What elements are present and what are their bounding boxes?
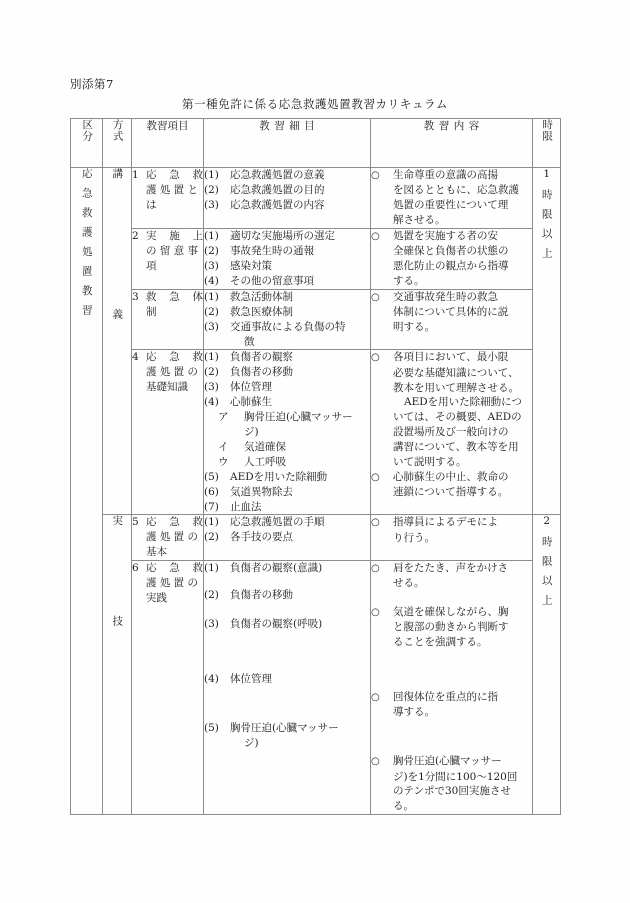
saimoku-text: 気道確保: [244, 440, 286, 453]
saimoku-line: [204, 290, 370, 305]
naiyou-line: [371, 350, 532, 365]
naiyou-line: 連鎖について指導する。: [393, 486, 509, 499]
saimoku-number: ア: [218, 411, 229, 424]
saimoku-line: [204, 365, 370, 380]
naiyou-line: る。: [393, 800, 414, 813]
saimoku-text: 体位管理: [230, 381, 272, 394]
koumoku-text: の留意事: [146, 244, 198, 257]
saimoku-line: [204, 470, 370, 485]
naiyou-line: [371, 561, 532, 576]
naiyou-line: り行う。: [393, 531, 435, 544]
naiyou-line: AEDを用いた除細動につ: [404, 396, 522, 409]
koumoku-text: 実践: [146, 591, 167, 604]
saimoku-line: [204, 561, 370, 576]
naiyou-line: いて説明する。: [393, 456, 467, 469]
header-houshiki-label: 方式: [111, 119, 124, 142]
saimoku-number: (4): [204, 396, 219, 409]
saimoku-line: [204, 259, 370, 274]
saimoku-cell: [204, 228, 371, 289]
naiyou-line: を図るとともに、応急救護: [393, 184, 519, 197]
saimoku-number: (2): [204, 244, 219, 257]
koumoku-text: 護処置と: [146, 183, 198, 196]
document-title: 第一種免許に係る応急救護処置教習カリキュラム: [181, 97, 449, 111]
naiyou-cell: [371, 228, 533, 289]
naiyou-text: 肩をたたき、声をかけさ: [393, 562, 509, 575]
koumoku-text: は: [146, 198, 157, 211]
koumoku-text: 応急救: [146, 169, 203, 181]
koumoku-cell: [132, 515, 204, 561]
header-saimoku: [204, 119, 371, 168]
table-row: [71, 289, 561, 350]
saimoku-line: [204, 617, 370, 632]
saimoku-cell: [204, 289, 371, 350]
koumoku-text: 応急救: [146, 516, 203, 529]
header-koumoku-label: 教習項目: [146, 120, 189, 132]
saimoku-number: (1): [204, 351, 219, 364]
naiyou-line: 処置の重要性について理: [393, 199, 509, 212]
saimoku-number: (5): [204, 470, 219, 483]
saimoku-text: 適切な実施場所の選定: [230, 229, 335, 242]
saimoku-line: [204, 183, 370, 198]
naiyou-line: 体制について具体的に説: [393, 306, 509, 318]
jigen-cell: [533, 168, 561, 515]
saimoku-number: (2): [204, 366, 219, 379]
header-houshiki: [103, 119, 132, 168]
saimoku-text: 負傷者の観察: [230, 351, 293, 364]
saimoku-text: 人工呼吸: [244, 455, 286, 468]
naiyou-cell: [371, 515, 533, 561]
naiyou-cell: [371, 350, 533, 515]
saimoku-number: (2): [204, 183, 219, 196]
saimoku-line: [204, 198, 370, 213]
naiyou-line: [371, 754, 532, 769]
koumoku-text: 護処置の: [146, 531, 198, 544]
saimoku-cell: [204, 168, 371, 229]
bullet-circle-icon: ○: [371, 352, 380, 364]
saimoku-text: 負傷者の移動: [230, 589, 293, 602]
saimoku-number: ウ: [218, 455, 229, 468]
saimoku-number: (2): [204, 589, 219, 602]
saimoku-number: (2): [204, 305, 219, 318]
koumoku-cell: [132, 350, 204, 515]
saimoku-line: [204, 455, 370, 470]
header-koumoku: [132, 119, 204, 168]
saimoku-line: [204, 500, 370, 515]
saimoku-text: 救急医療体制: [230, 305, 293, 318]
saimoku-line: [204, 721, 370, 736]
saimoku-text: 応急救護処置の手順: [230, 516, 325, 529]
saimoku-text: 感染対策: [230, 259, 272, 272]
saimoku-number: (7): [204, 500, 219, 513]
table-header-row: [71, 119, 561, 168]
header-saimoku-label: 教習細目: [259, 120, 320, 132]
naiyou-line: 教本を用いて理解させる。: [393, 381, 519, 394]
naiyou-line: 講習について、教本等を用: [393, 441, 519, 454]
naiyou-text: 気道を確保しながら、胸: [393, 606, 509, 619]
saimoku-text: その他の留意事項: [230, 274, 314, 287]
saimoku-text: 体位管理: [230, 672, 272, 685]
saimoku-number: (2): [204, 531, 219, 544]
saimoku-number: イ: [218, 440, 229, 453]
saimoku-number: (1): [204, 229, 219, 242]
saimoku-text: 負傷者の観察(呼吸): [230, 617, 323, 630]
header-kubun: [71, 119, 103, 168]
saimoku-cell: [204, 350, 371, 515]
bullet-circle-icon: ○: [371, 471, 380, 483]
saimoku-number: (1): [204, 516, 219, 529]
koumoku-number: 3: [132, 290, 139, 303]
saimoku-number: (3): [204, 198, 219, 211]
naiyou-line: [371, 605, 532, 620]
koumoku-cell: [132, 289, 204, 350]
naiyou-text: 回復体位を重点的に指: [393, 691, 498, 704]
naiyou-cell: [371, 561, 533, 815]
jigen-label: 1時限以上: [540, 168, 553, 267]
bullet-circle-icon: ○: [371, 230, 380, 242]
saimoku-cell: [204, 515, 371, 561]
attachment-number: 別添第7: [70, 77, 114, 91]
houshiki-label: 講義: [111, 168, 124, 449]
naiyou-line: [371, 290, 532, 305]
naiyou-line: [371, 168, 532, 183]
koumoku-text: 救急体: [146, 290, 203, 303]
saimoku-number: (6): [204, 485, 219, 498]
saimoku-text: 胸骨圧迫(心臓マッサー: [244, 411, 353, 424]
naiyou-line: [371, 515, 532, 530]
naiyou-line: いては、その概要、AEDの: [393, 411, 522, 424]
naiyou-line: と腹部の動きから判断す: [393, 621, 509, 634]
saimoku-text: AEDを用いた除細動: [230, 470, 328, 483]
naiyou-text: 交通事故発生時の救急: [393, 290, 498, 303]
saimoku-line: [204, 530, 370, 545]
saimoku-line: [204, 305, 370, 320]
saimoku-text: 止血法: [230, 500, 262, 513]
koumoku-text: 実施上: [146, 229, 203, 242]
saimoku-number: (1): [204, 562, 219, 575]
naiyou-line: [371, 229, 532, 244]
curriculum-table: [70, 118, 561, 815]
saimoku-text: 気道異物除去: [230, 485, 293, 498]
bullet-circle-icon: ○: [371, 692, 380, 704]
koumoku-number: 5: [132, 516, 139, 529]
naiyou-line: せる。: [393, 577, 425, 590]
koumoku-text: 項: [146, 259, 157, 272]
saimoku-number: (4): [204, 274, 219, 287]
koumoku-cell: [132, 561, 204, 815]
naiyou-line: [371, 690, 532, 705]
houshiki-label: 実技: [111, 515, 124, 717]
saimoku-text: 応急救護処置の目的: [230, 183, 325, 196]
saimoku-line: [204, 588, 370, 603]
bullet-circle-icon: ○: [371, 563, 380, 575]
saimoku-line: [204, 410, 370, 425]
houshiki-cell: [103, 515, 132, 815]
saimoku-line: [204, 320, 370, 335]
saimoku-number: (3): [204, 617, 219, 630]
saimoku-line: [204, 229, 370, 244]
saimoku-line: [204, 485, 370, 500]
saimoku-line: [204, 350, 370, 365]
naiyou-cell: [371, 289, 533, 350]
koumoku-number: 2: [132, 229, 139, 242]
header-jigen-label: 時限: [541, 119, 554, 142]
naiyou-text: 各項目において、最小限: [393, 351, 509, 364]
saimoku-text: 事故発生時の通報: [230, 244, 314, 257]
saimoku-number: (1): [204, 169, 219, 181]
saimoku-text: 負傷者の観察(意識): [230, 562, 323, 575]
jigen-label: 2時限以上: [540, 515, 553, 615]
saimoku-text-cont: 徴: [244, 335, 255, 348]
naiyou-text: 処置を実施する者の安: [393, 229, 498, 242]
bullet-circle-icon: ○: [371, 607, 380, 619]
saimoku-text: 救急活動体制: [230, 290, 293, 303]
header-naiyou-label: 教習内容: [423, 120, 484, 132]
koumoku-text: 応急救: [146, 351, 203, 364]
koumoku-number: 6: [132, 562, 139, 575]
table-row: [71, 168, 561, 229]
saimoku-text: 負傷者の移動: [230, 366, 293, 379]
koumoku-number: 4: [132, 351, 139, 364]
saimoku-number: (1): [204, 290, 219, 303]
saimoku-line: [204, 395, 370, 410]
saimoku-line: [204, 380, 370, 395]
naiyou-line: 設置場所及び一般向けの: [393, 426, 509, 439]
naiyou-text: 指導員によるデモによ: [393, 516, 498, 529]
kubun-cell: [71, 168, 103, 815]
koumoku-text: 基礎知識: [146, 381, 188, 394]
saimoku-text: 交通事故による負傷の特: [230, 320, 346, 333]
saimoku-line: [204, 440, 370, 455]
koumoku-cell: [132, 228, 204, 289]
saimoku-text: 応急救護処置の意義: [230, 169, 325, 181]
kubun-label: 応急救護処置教習: [80, 168, 93, 324]
table-body: [71, 168, 561, 815]
saimoku-line: [204, 515, 370, 530]
header-kubun-label: 区分: [81, 119, 94, 142]
koumoku-text: 制: [146, 305, 157, 318]
naiyou-line: 解させる。: [393, 214, 446, 226]
bullet-circle-icon: ○: [371, 291, 380, 303]
naiyou-line: 明する。: [393, 320, 435, 333]
table-row: [71, 228, 561, 289]
naiyou-text: 心肺蘇生の中止、救命の: [393, 470, 509, 483]
naiyou-line: 導する。: [393, 706, 435, 719]
saimoku-number: (4): [204, 672, 219, 685]
naiyou-cell: [371, 168, 533, 229]
koumoku-text: 基本: [146, 546, 167, 559]
saimoku-text: 応急救護処置の内容: [230, 198, 325, 211]
naiyou-line: 必要な基礎知識について、: [393, 366, 519, 379]
saimoku-number: (3): [204, 381, 219, 394]
naiyou-line: 悪化防止の観点から指導: [393, 260, 509, 272]
naiyou-line: ることを強調する。: [393, 636, 488, 649]
saimoku-line: [204, 274, 370, 289]
jigen-cell: [533, 515, 561, 815]
saimoku-text: 胸骨圧迫(心臓マッサー: [230, 721, 339, 734]
table-row: [71, 561, 561, 815]
saimoku-line: [204, 672, 370, 687]
header-naiyou: [371, 119, 533, 168]
saimoku-number: (3): [204, 259, 219, 272]
naiyou-line: [371, 470, 532, 485]
koumoku-text: 応急救: [146, 562, 203, 575]
saimoku-text-cont: ジ): [244, 425, 259, 438]
bullet-circle-icon: ○: [371, 517, 380, 529]
saimoku-number: (3): [204, 320, 219, 333]
saimoku-text-cont: ジ): [244, 736, 259, 749]
bullet-circle-icon: ○: [371, 170, 380, 181]
saimoku-text: 心肺蘇生: [230, 396, 272, 409]
koumoku-cell: [132, 168, 204, 229]
naiyou-text: 生命尊重の意識の高揚: [393, 169, 498, 181]
saimoku-text: 各手技の要点: [230, 531, 293, 544]
naiyou-line: のテンポで30回実施させ: [393, 785, 511, 798]
saimoku-cell: [204, 561, 371, 815]
bullet-circle-icon: ○: [371, 756, 380, 768]
saimoku-line: [204, 168, 370, 183]
koumoku-text: 護処置の: [146, 577, 198, 590]
naiyou-line: する。: [393, 274, 425, 287]
saimoku-line: [204, 244, 370, 259]
saimoku-number: (5): [204, 721, 219, 734]
naiyou-line: ジ)を1分間に100〜120回: [393, 770, 518, 783]
naiyou-text: 胸骨圧迫(心臓マッサー: [393, 755, 502, 768]
koumoku-number: 1: [132, 169, 139, 181]
header-jigen: [533, 119, 561, 168]
naiyou-line: 全確保と負傷者の状態の: [393, 245, 509, 258]
houshiki-cell: [103, 168, 132, 515]
table-row: [71, 515, 561, 561]
koumoku-text: 護処置の: [146, 366, 198, 379]
table-row: [71, 350, 561, 515]
